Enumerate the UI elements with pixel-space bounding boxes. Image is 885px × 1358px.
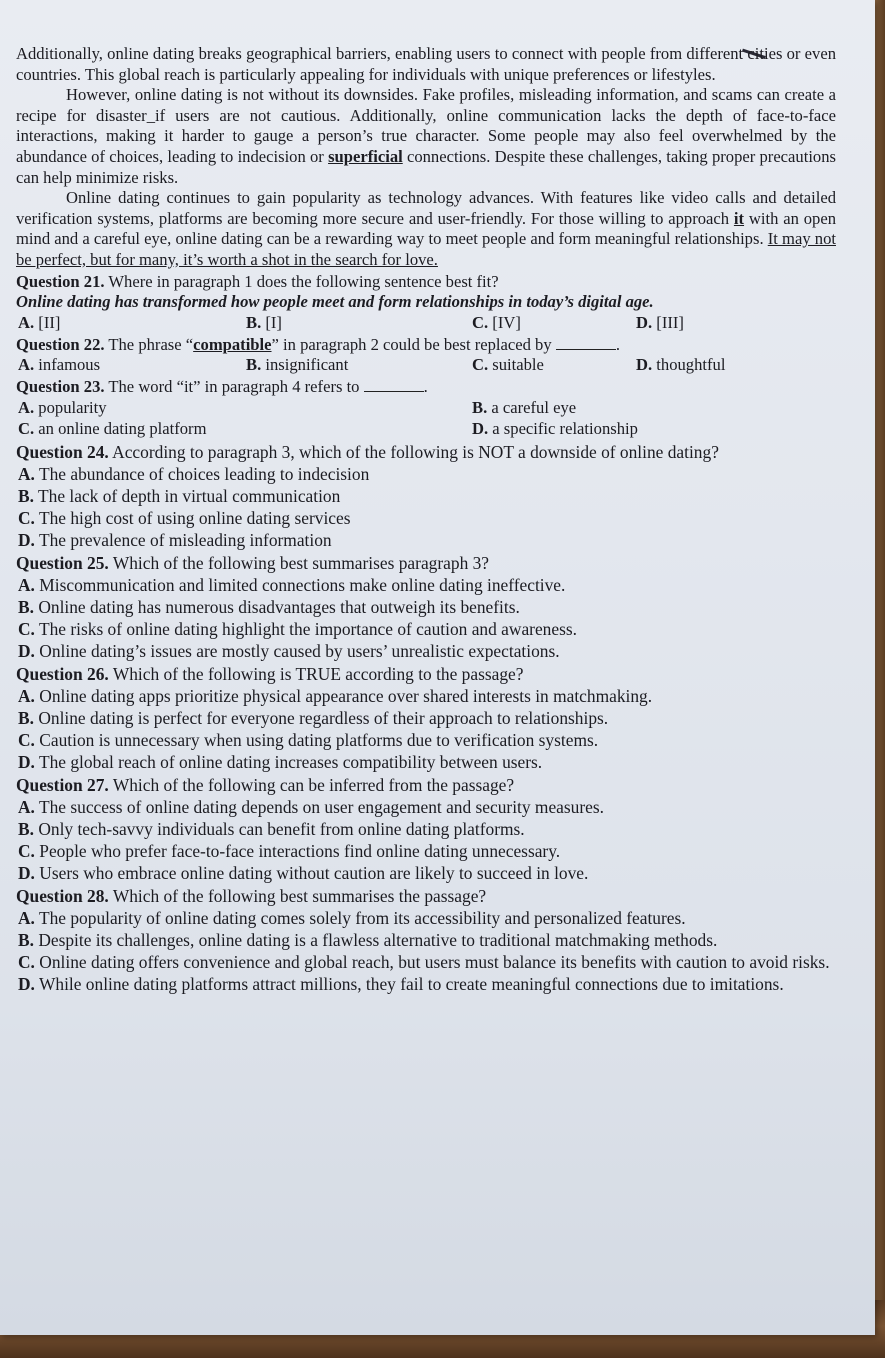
option-a[interactable]: A. The success of online dating depends on user engagement and security measures. xyxy=(18,796,604,817)
answer-blank xyxy=(364,377,424,392)
option-c[interactable]: C. People who prefer face-to-face interactions find online dating unnecessary. xyxy=(18,840,561,861)
options-row xyxy=(16,355,836,376)
option-c[interactable]: C. Caution is unnecessary when using dating platforms due to verification systems. xyxy=(18,729,599,750)
question-label: Question 25. xyxy=(16,552,109,573)
options-row xyxy=(16,419,836,440)
question-22: Question 22. The phrase “compatible” in paragraph 2 could be best replaced by . A. infamous B. insignificant C. suitable D. thoughtful xyxy=(16,335,836,377)
option-b[interactable]: B. Online dating has numerous disadvantages that outweigh its benefits. xyxy=(18,596,520,617)
option-b[interactable]: B. The lack of depth in virtual communication xyxy=(18,485,341,506)
question-24: Question 24. According to paragraph 3, which of the following is NOT a downside of online dating? A. The abundance of choices leading to indecision B. The lack of depth in virtual communication C. The high cost of using online dating services D. The prevalence of misleading information xyxy=(16,441,836,551)
underlined-word-it: it xyxy=(733,208,745,228)
question-label: Question 24. xyxy=(16,441,109,462)
answer-blank xyxy=(556,335,616,350)
option-a[interactable]: A. The popularity of online dating comes solely from its accessibility and personalized features. xyxy=(18,907,686,928)
option-c[interactable]: C. The risks of online dating highlight the importance of caution and awareness. xyxy=(18,618,577,639)
question-label: Question 26. xyxy=(16,663,109,684)
option-a[interactable]: A. Online dating apps prioritize physical appearance over shared interests in matchmaking. xyxy=(18,685,653,706)
option-c[interactable]: C. suitable xyxy=(472,355,544,375)
option-d[interactable]: D. Users who embrace online dating without caution are likely to succeed in love. xyxy=(18,862,589,883)
option-c[interactable]: C. an online dating platform xyxy=(18,418,207,438)
question-text: Where in paragraph 1 does the following sentence best fit? xyxy=(108,271,499,291)
question-label: Question 28. xyxy=(16,885,109,906)
question-27: Question 27. Which of the following can be inferred from the passage? A. The success of online dating depends on user engagement and security measures. B. Only tech-savvy individuals can benefit from online dating platforms. C. People who prefer face-to-face interactions find online dating unnecessary. D. Users who embrace online dating without caution are likely to succeed in love. xyxy=(16,774,836,884)
option-c[interactable]: C. Online dating offers convenience and global reach, but users must balance its benefits with caution to avoid risks. xyxy=(18,951,830,972)
question-label: Question 27. xyxy=(16,774,109,795)
option-d[interactable]: D. thoughtful xyxy=(636,355,726,375)
underlined-sentence: It may not be perfect, but for many, it’s worth a shot in the search for love. xyxy=(16,229,836,269)
option-b[interactable]: B. Online dating is perfect for everyone regardless of their approach to relationships. xyxy=(18,707,609,728)
question-25: Question 25. Which of the following best summarises paragraph 3? A. Miscommunication and limited connections make online dating ineffective. B. Online dating has numerous disadvantages that outweigh its benefits. C. The risks of online dating highlight the importance of caution and awareness. D. Online dating’s issues are mostly caused by users’ unrealistic expectations. xyxy=(16,552,836,662)
option-d[interactable]: D. The global reach of online dating increases compatibility between users. xyxy=(18,751,543,772)
question-23: Question 23. The word “it” in paragraph 4 refers to . A. popularity B. a careful eye C. an online dating platform D. a specific relationship xyxy=(16,377,836,440)
passage-and-questions xyxy=(16,44,836,995)
passage-paragraph-2-tail: Additionally, online dating breaks geographical barriers, enabling users to connect with people from different cities or even countries. This global reach is particularly appealing for individuals with unique preferences or lifestyles. xyxy=(16,44,836,84)
option-c[interactable]: C. [IV] xyxy=(472,312,521,332)
question-label: Question 23. xyxy=(16,377,105,397)
option-a[interactable]: A. infamous xyxy=(18,355,101,375)
option-d[interactable]: D. While online dating platforms attract millions, they fail to create meaningful connections due to imitations. xyxy=(18,973,784,994)
option-b[interactable]: B. Despite its challenges, online dating is a flawless alternative to traditional matchmaking methods. xyxy=(18,929,718,950)
option-a[interactable]: A. The abundance of choices leading to indecision xyxy=(18,463,370,484)
question-label: Question 22. xyxy=(16,334,105,354)
underlined-word-superficial: superficial xyxy=(328,146,403,166)
option-d[interactable]: D. Online dating’s issues are mostly caused by users’ unrealistic expectations. xyxy=(18,640,560,661)
underlined-word-compatible: compatible xyxy=(193,334,272,354)
option-a[interactable]: A. popularity xyxy=(18,397,107,417)
question-26: Question 26. Which of the following is TRUE according to the passage? A. Online dating apps prioritize physical appearance over shared interests in matchmaking. B. Online dating is perfect for everyone regardless of their approach to relationships. C. Caution is unnecessary when using dating platforms due to verification systems. D. The global reach of online dating increases compatibility between users. xyxy=(16,663,836,773)
passage-paragraph-3: However, online dating is not without its downsides. Fake profiles, misleading information, and scams can create a recipe for disaster_if users are not cautious. Additionally, online communication lacks the depth of face-to-face interactions, making it harder to gauge a person’s true character. Some people may also feel overwhelmed by the abundance of choices, leading to indecision or superficial connections. Despite these challenges, taking proper precautions can help minimize risks. xyxy=(16,85,836,187)
option-a[interactable]: A. Miscommunication and limited connections make online dating ineffective. xyxy=(18,574,566,595)
question-label: Question 21. xyxy=(16,271,105,291)
options-row xyxy=(16,398,836,419)
question-28: Question 28. Which of the following best summarises the passage? A. The popularity of online dating comes solely from its accessibility and personalized features. B. Despite its challenges, online dating is a flawless alternative to traditional matchmaking methods. C. Online dating offers convenience and global reach, but users must balance its benefits with caution to avoid risks. D. While online dating platforms attract millions, they fail to create meaningful connections due to imitations. xyxy=(16,885,836,995)
option-a[interactable]: A. [II] xyxy=(18,312,61,332)
passage-paragraph-4: Online dating continues to gain popularity as technology advances. With features like video calls and detailed verification systems, platforms are becoming more secure and user-friendly. For those willing to approach it with an open mind and a careful eye, online dating can be a rewarding way to meet people and form meaningful relationships. It may not be perfect, but for many, it’s worth a shot in the search for love. xyxy=(16,188,836,269)
option-d[interactable]: D. [III] xyxy=(636,312,684,332)
option-d[interactable]: D. The prevalence of misleading information xyxy=(18,529,332,550)
option-b[interactable]: B. Only tech-savvy individuals can benefit from online dating platforms. xyxy=(18,818,525,839)
option-c[interactable]: C. The high cost of using online dating services xyxy=(18,507,351,528)
option-b[interactable]: B. a careful eye xyxy=(472,397,577,417)
options-row xyxy=(16,313,836,334)
option-b[interactable]: B. insignificant xyxy=(246,355,349,375)
question-21 xyxy=(16,272,836,334)
option-b[interactable]: B. [I] xyxy=(246,312,282,332)
insert-sentence: Online dating has transformed how people meet and form relationships in today’s digital age. xyxy=(16,292,654,312)
option-d[interactable]: D. a specific relationship xyxy=(472,418,638,438)
